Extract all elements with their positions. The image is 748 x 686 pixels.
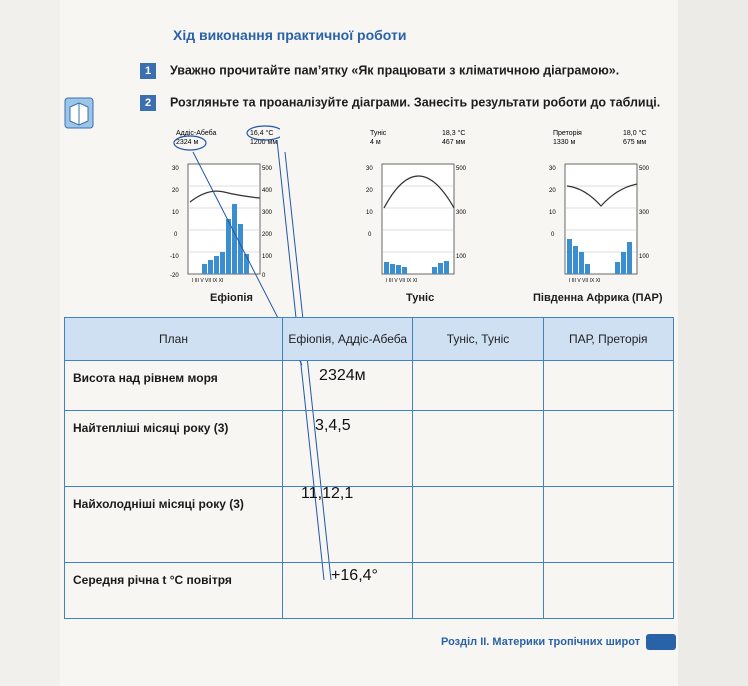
svg-text:10: 10 [366,210,373,216]
answer-cell[interactable] [543,563,673,619]
svg-text:30: 30 [366,166,373,172]
page-number-badge [646,634,676,650]
answer-cell[interactable] [543,361,673,411]
chart-temp: 16,4 °С [250,130,274,137]
chart-city: Аддіс-Абеба [176,130,217,137]
row-label-mean-temp: Середня річна t °С повітря [65,563,283,619]
step-2-text: Розгляньте та проаналізуйте діаграми. Занесіть результати роботи до таблиці. [170,95,661,110]
answer-cell[interactable] [413,411,543,487]
svg-text:4 м: 4 м [370,139,381,146]
svg-text:0: 0 [368,232,372,238]
section-heading: Хід виконання практичної роботи [173,27,407,43]
svg-text:30: 30 [172,166,179,172]
step-1-number: 1 [140,63,156,79]
answer-warmest: 3,4,5 [315,417,351,434]
answer-cell[interactable] [413,563,543,619]
chart-altitude: 2324 м [176,139,199,146]
svg-text:300: 300 [639,210,650,216]
svg-text:400: 400 [262,188,273,194]
svg-text:18,0 °С: 18,0 °С [623,130,647,137]
answer-cell[interactable] [413,361,543,411]
caption-tunisia: Туніс [406,292,435,304]
row-label-altitude: Висота над рівнем моря [65,361,283,411]
caption-south-africa: Південна Африка (ПАР) [533,292,663,304]
svg-text:20: 20 [549,188,556,194]
svg-text:300: 300 [262,210,273,216]
svg-text:30: 30 [549,166,556,172]
svg-text:Туніс: Туніс [370,130,387,137]
svg-text:18,3 °С: 18,3 °С [442,130,466,137]
step-2-number: 2 [140,95,156,111]
svg-text:I III V VII IX XI: I III V VII IX XI [569,278,601,284]
row-label-coldest: Найхолодніші місяці року (3) [65,487,283,563]
svg-text:I III V VII IX XI: I III V VII IX XI [192,278,224,284]
header-plan: План [65,318,283,361]
svg-text:0: 0 [262,273,266,279]
chart-precip: 1200 мм [250,139,278,146]
answer-coldest: 11,12,1 [301,485,354,502]
header-south-africa: ПАР, Преторія [543,318,673,361]
svg-text:500: 500 [639,166,650,172]
svg-text:500: 500 [456,166,467,172]
answer-cell[interactable] [413,487,543,563]
svg-text:500: 500 [262,166,273,172]
step-1-text: Уважно прочитайте пам’ятку «Як працювати з кліматичною діаграмою». [170,63,620,78]
svg-text:300: 300 [456,210,467,216]
svg-text:1330 м: 1330 м [553,139,576,146]
svg-text:200: 200 [262,232,273,238]
svg-text:675 мм: 675 мм [623,139,647,146]
results-table [64,317,674,619]
header-tunisia: Туніс, Туніс [413,318,543,361]
page-footer: Розділ II. Материки тропічних широт [441,636,641,648]
svg-text:-10: -10 [170,254,179,260]
svg-text:100: 100 [262,254,273,260]
svg-text:Преторія: Преторія [553,130,582,137]
svg-text:0: 0 [174,232,178,238]
caption-ethiopia: Ефіопія [210,292,253,304]
svg-text:100: 100 [456,254,467,260]
svg-text:10: 10 [549,210,556,216]
answer-altitude: 2324м [319,367,366,384]
svg-text:I III V VII IX XI: I III V VII IX XI [386,278,418,284]
answer-mean-temp: +16,4° [331,567,378,584]
svg-text:100: 100 [639,254,650,260]
answer-cell[interactable] [543,487,673,563]
svg-text:10: 10 [172,210,179,216]
svg-text:-20: -20 [170,273,179,279]
answer-cell[interactable] [543,411,673,487]
header-ethiopia: Ефіопія, Аддіс-Абеба [283,318,413,361]
svg-text:20: 20 [366,188,373,194]
svg-text:20: 20 [172,188,179,194]
svg-text:467 мм: 467 мм [442,139,466,146]
row-label-warmest: Найтепліші місяці року (3) [65,411,283,487]
svg-text:0: 0 [551,232,555,238]
